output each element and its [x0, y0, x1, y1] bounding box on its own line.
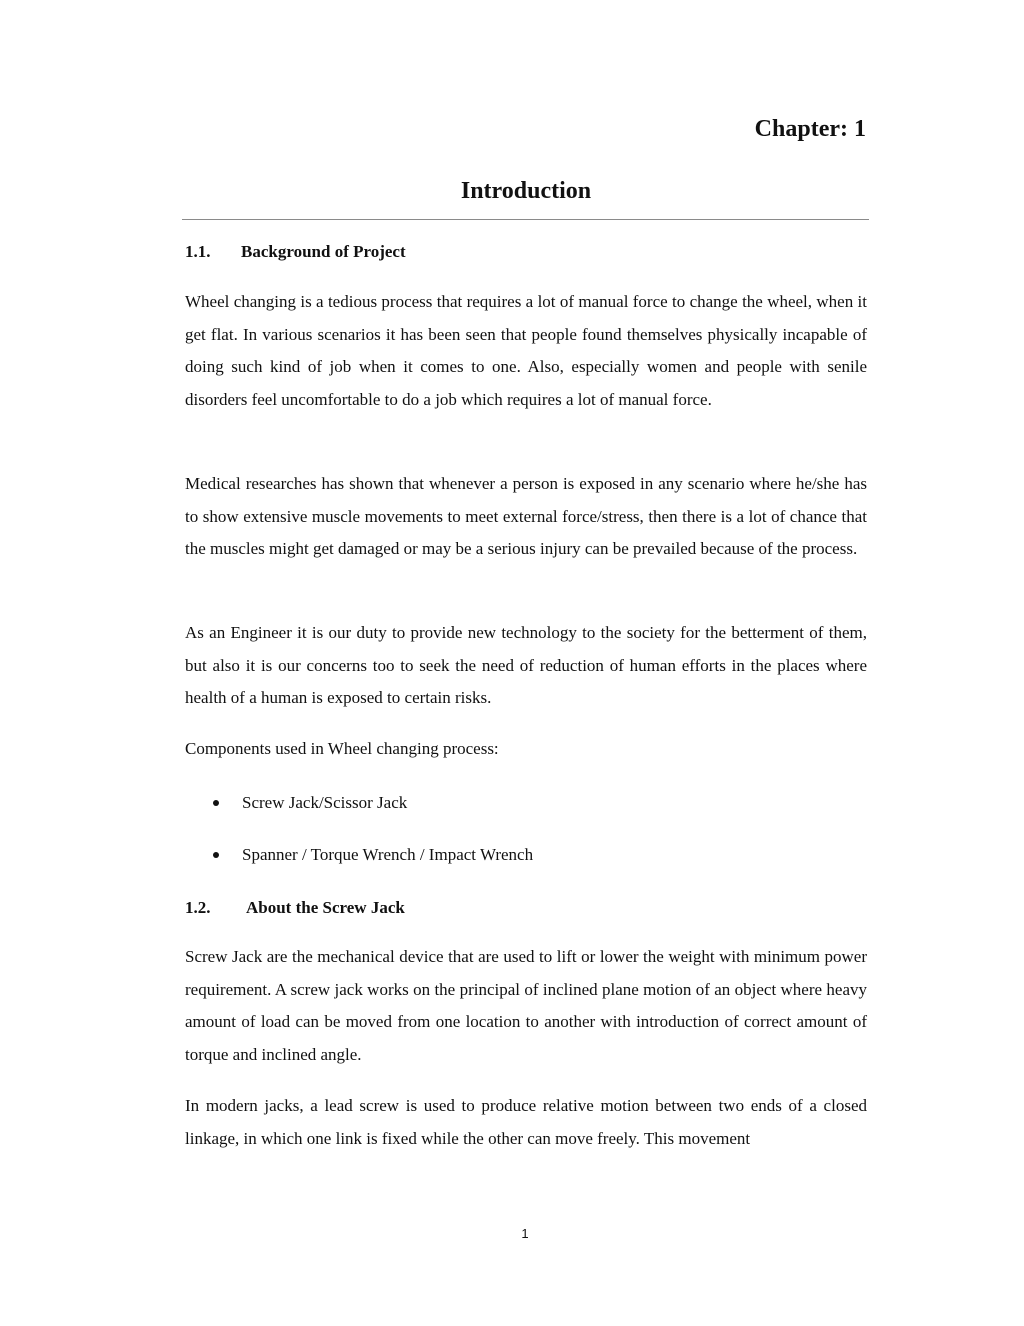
paragraph: Screw Jack are the mechanical device that are used to lift or lower the weight with minimum power requirement. A screw jack works on the principal of inclined plane motion of an object where heavy amount of load can be moved from one location to another with introduction of correct amount of torque and inclined angle. — [185, 947, 867, 1064]
paragraph: As an Engineer it is our duty to provide new technology to the society for the betterment of them, but also it is our concerns too to seek the need of reduction of human efforts in the places where health of a human is exposed to certain risks. — [185, 623, 867, 708]
list-item-text: Spanner / Torque Wrench / Impact Wrench — [242, 845, 534, 864]
list-item-text: Screw Jack/Scissor Jack — [242, 793, 408, 812]
section-heading-screw-jack — [185, 897, 405, 919]
paragraph: Wheel changing is a tedious process that requires a lot of manual force to change the wheel, when it get flat. In various scenarios it has been seen that people found themselves physically incapable of doing such kind of job when it comes to one. Also, especially women and people with senile disorders feel uncomfortable to do a job which requires a lot of manual force. — [185, 292, 867, 409]
bullet-icon — [213, 852, 219, 858]
components-list — [185, 786, 867, 890]
chapter-title: Introduction — [460, 178, 592, 204]
section-title: Background of Project — [241, 242, 406, 261]
chapter-label: Chapter: 1 — [754, 116, 866, 142]
list-item — [185, 838, 867, 890]
section-number: 1.1. — [185, 242, 211, 261]
page-number: 1 — [521, 1226, 529, 1241]
section-number: 1.2. — [185, 898, 211, 917]
section-title: About the Screw Jack — [246, 898, 405, 917]
list-item — [185, 786, 867, 838]
bullet-icon — [213, 800, 219, 806]
section-heading-background — [185, 241, 406, 263]
paragraph: Components used in Wheel changing process: — [185, 739, 499, 758]
paragraph: In modern jacks, a lead screw is used to produce relative motion between two ends of a closed linkage, in which one link is fixed while the other can move freely. This movement — [185, 1096, 867, 1148]
paragraph: Medical researches has shown that whenever a person is exposed in any scenario where he/she has to show extensive muscle movements to meet external force/stress, then there is a lot of chance that the muscles might get damaged or may be a serious injury can be prevailed because of the process. — [185, 474, 867, 559]
title-divider — [182, 219, 869, 220]
